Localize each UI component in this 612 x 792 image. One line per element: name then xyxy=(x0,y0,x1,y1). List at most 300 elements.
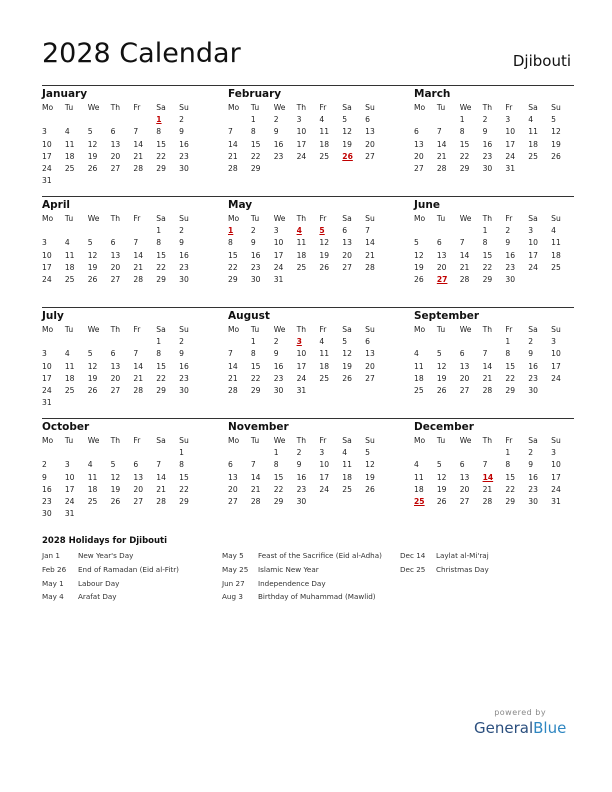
day-cell: 26 xyxy=(87,386,98,396)
day-cell: 24 xyxy=(42,386,52,396)
day-cell: 15 xyxy=(156,250,166,260)
empty-cell xyxy=(251,447,274,459)
day-cell: 11 xyxy=(296,238,307,248)
day-cell: 28 xyxy=(133,275,144,285)
day-cell: 6 xyxy=(133,460,139,470)
day-cell: 11 xyxy=(319,127,330,137)
weekday-label: Mo xyxy=(228,214,240,223)
month-row xyxy=(42,307,574,418)
weekday-label: We xyxy=(273,436,286,445)
day-cell: 18 xyxy=(64,151,75,161)
day-cell: 25 xyxy=(414,386,424,396)
day-cell: 24 xyxy=(64,497,75,507)
day-cell: 22 xyxy=(228,262,238,272)
day-cell: 2 xyxy=(296,448,302,457)
day-cell: 25 xyxy=(551,262,561,272)
day-cell: 8 xyxy=(482,238,488,248)
day-grid xyxy=(414,324,574,397)
weekday-label: We xyxy=(87,103,100,112)
day-cell: 15 xyxy=(273,472,284,482)
empty-cell xyxy=(111,336,134,348)
weekday-label: Th xyxy=(482,214,493,223)
day-cell: 17 xyxy=(296,361,307,371)
day-cell: 4 xyxy=(87,460,93,470)
day-cell: 5 xyxy=(365,448,370,457)
day-cell: 15 xyxy=(250,139,261,149)
empty-cell xyxy=(460,336,483,348)
empty-cell xyxy=(414,336,437,348)
day-cell: 7 xyxy=(365,226,370,235)
day-cell: 1 xyxy=(156,226,162,235)
month-december xyxy=(414,419,574,529)
day-cell: 18 xyxy=(342,472,352,482)
weekday-label: Tu xyxy=(250,214,260,223)
day-cell: 29 xyxy=(273,497,284,507)
month-name: June xyxy=(414,199,440,211)
day-cell: 1 xyxy=(250,337,256,346)
day-cell: 26 xyxy=(436,386,447,396)
day-cell: 20 xyxy=(133,484,144,494)
day-cell: 24 xyxy=(551,373,561,383)
day-cell: 11 xyxy=(342,460,352,470)
brand-footer[interactable] xyxy=(474,708,566,737)
day-cell: 31 xyxy=(42,398,52,408)
day-cell: 28 xyxy=(228,386,238,396)
day-cell: 20 xyxy=(459,484,470,494)
month-february xyxy=(228,86,388,196)
day-cell: 12 xyxy=(87,250,98,260)
empty-cell xyxy=(65,336,88,348)
day-cell: 4 xyxy=(64,349,70,359)
day-cell: 16 xyxy=(179,361,189,371)
day-cell: 16 xyxy=(528,361,538,371)
day-cell: 23 xyxy=(250,262,261,272)
day-cell: 3 xyxy=(528,226,534,235)
day-cell: 22 xyxy=(156,151,166,161)
weekday-label: Su xyxy=(551,436,561,445)
day-cell: 7 xyxy=(482,460,488,470)
day-cell: 6 xyxy=(342,226,348,235)
day-cell: 23 xyxy=(505,262,516,272)
day-cell: 9 xyxy=(296,460,302,470)
empty-cell xyxy=(65,114,88,126)
day-cell: 20 xyxy=(414,151,424,161)
day-cell: 19 xyxy=(414,262,424,272)
day-cell: 2 xyxy=(528,337,534,346)
empty-cell xyxy=(133,114,156,126)
empty-cell xyxy=(228,114,251,126)
day-cell: 3 xyxy=(551,448,556,457)
day-cell: 3 xyxy=(319,448,325,457)
day-cell: 29 xyxy=(505,497,516,507)
day-cell: 30 xyxy=(528,386,538,396)
day-cell: 22 xyxy=(459,151,470,161)
day-cell: 24 xyxy=(296,373,307,383)
holiday-name: Christmas Day xyxy=(436,564,489,574)
day-cell: 27 xyxy=(110,386,121,396)
day-cell: 9 xyxy=(42,472,47,482)
day-cell: 14 xyxy=(482,361,493,371)
day-cell: 19 xyxy=(319,250,330,260)
day-cell: 17 xyxy=(273,250,284,260)
day-cell: 12 xyxy=(436,361,447,371)
day-cell: 12 xyxy=(365,460,375,470)
day-cell: 5 xyxy=(436,460,442,470)
day-cell: 24 xyxy=(551,484,561,494)
day-cell: 12 xyxy=(342,349,352,359)
day-cell: 12 xyxy=(319,238,330,248)
day-cell: 2 xyxy=(505,226,511,235)
weekday-label: Su xyxy=(551,103,561,112)
day-cell: 25 xyxy=(342,484,352,494)
day-cell: 5 xyxy=(414,238,419,248)
weekday-label: Fr xyxy=(133,214,141,223)
day-cell: 16 xyxy=(179,250,189,260)
day-cell: 14 xyxy=(133,139,144,149)
day-cell: 29 xyxy=(250,164,261,174)
month-name: August xyxy=(228,310,270,322)
holiday-day: 5 xyxy=(319,226,325,235)
day-cell: 27 xyxy=(365,373,375,383)
empty-cell xyxy=(437,114,460,126)
empty-cell xyxy=(437,225,460,237)
day-cell: 9 xyxy=(528,349,534,359)
empty-cell xyxy=(88,336,111,348)
day-cell: 16 xyxy=(296,472,307,482)
day-cell: 6 xyxy=(436,238,442,248)
day-cell: 1 xyxy=(179,448,184,457)
weekday-label: Su xyxy=(179,325,189,334)
weekday-label: Sa xyxy=(156,325,166,334)
day-cell: 12 xyxy=(414,250,424,260)
weekday-label: Th xyxy=(482,325,493,334)
weekday-label: Mo xyxy=(42,214,54,223)
day-cell: 17 xyxy=(505,139,516,149)
holiday-item xyxy=(42,565,222,579)
day-cell: 28 xyxy=(250,497,261,507)
weekday-label: We xyxy=(459,103,472,112)
holiday-item xyxy=(42,592,222,606)
holiday-date: Dec 25 xyxy=(400,564,426,574)
day-cell: 2 xyxy=(179,115,184,124)
day-cell: 10 xyxy=(64,472,75,482)
day-cell: 18 xyxy=(319,361,330,371)
day-cell: 9 xyxy=(179,349,184,359)
holiday-date: Jan 1 xyxy=(42,551,60,560)
day-cell: 8 xyxy=(273,460,279,470)
day-cell: 13 xyxy=(365,349,375,359)
day-cell: 13 xyxy=(436,250,447,260)
holiday-item xyxy=(400,551,489,565)
day-cell: 10 xyxy=(528,238,538,248)
empty-cell xyxy=(42,336,65,348)
day-cell: 17 xyxy=(528,250,538,260)
day-cell: 11 xyxy=(414,472,424,482)
weekday-label: Sa xyxy=(342,103,352,112)
empty-cell xyxy=(42,447,65,459)
day-cell: 16 xyxy=(250,250,261,260)
day-cell: 9 xyxy=(482,127,488,137)
generalblue-logo xyxy=(474,719,566,737)
weekday-label: Th xyxy=(482,436,493,445)
day-cell: 19 xyxy=(342,361,352,371)
holiday-day: 25 xyxy=(414,497,425,507)
holiday-column xyxy=(222,551,400,606)
holiday-date: May 5 xyxy=(222,551,244,560)
day-cell: 2 xyxy=(482,115,488,124)
day-cell: 17 xyxy=(42,373,52,383)
weekday-label: Th xyxy=(482,103,493,112)
day-cell: 17 xyxy=(551,361,561,371)
weekday-label: Fr xyxy=(133,436,141,445)
empty-cell xyxy=(111,447,134,459)
day-cell: 13 xyxy=(110,139,121,149)
empty-cell xyxy=(88,447,111,459)
day-cell: 25 xyxy=(528,151,538,161)
day-cell: 12 xyxy=(87,361,98,371)
day-cell: 21 xyxy=(482,373,493,383)
day-cell: 4 xyxy=(551,226,556,235)
day-cell: 7 xyxy=(228,127,233,137)
day-cell: 17 xyxy=(42,262,52,272)
day-cell: 23 xyxy=(482,151,493,161)
day-cell: 24 xyxy=(296,151,307,161)
day-cell: 28 xyxy=(436,164,447,174)
day-cell: 5 xyxy=(87,238,93,248)
weekday-label: Tu xyxy=(64,325,74,334)
weekday-label: Tu xyxy=(64,436,74,445)
day-cell: 25 xyxy=(64,386,75,396)
holiday-name: Laylat al-Mi'raj xyxy=(436,551,489,560)
day-grid xyxy=(228,102,388,175)
day-cell: 21 xyxy=(133,373,144,383)
day-cell: 25 xyxy=(87,497,98,507)
empty-cell xyxy=(414,447,437,459)
day-grid xyxy=(228,213,388,286)
weekday-label: We xyxy=(459,214,472,223)
day-cell: 15 xyxy=(228,250,238,260)
day-cell: 31 xyxy=(273,275,284,285)
day-cell: 2 xyxy=(273,337,279,346)
empty-cell xyxy=(111,225,134,237)
holiday-item xyxy=(222,551,400,565)
weekday-label: Th xyxy=(110,436,121,445)
day-cell: 8 xyxy=(156,238,162,248)
day-cell: 10 xyxy=(42,361,52,371)
day-cell: 8 xyxy=(228,238,233,248)
day-cell: 28 xyxy=(156,497,166,507)
day-cell: 24 xyxy=(42,275,52,285)
holiday-item xyxy=(222,579,400,593)
month-name: December xyxy=(414,421,474,433)
day-grid xyxy=(42,213,202,286)
day-cell: 31 xyxy=(64,509,75,519)
day-cell: 6 xyxy=(459,460,465,470)
day-cell: 28 xyxy=(482,386,493,396)
day-cell: 30 xyxy=(250,275,261,285)
day-cell: 14 xyxy=(133,361,144,371)
month-row xyxy=(42,85,574,196)
day-cell: 15 xyxy=(250,361,261,371)
weekday-label: Tu xyxy=(436,436,446,445)
day-cell: 30 xyxy=(505,275,516,285)
day-grid xyxy=(42,102,202,188)
empty-cell xyxy=(437,336,460,348)
day-cell: 27 xyxy=(459,497,470,507)
day-cell: 15 xyxy=(459,139,470,149)
day-cell: 1 xyxy=(250,115,256,124)
day-cell: 17 xyxy=(296,139,307,149)
weekday-label: Th xyxy=(296,214,307,223)
day-cell: 3 xyxy=(505,115,511,124)
day-cell: 30 xyxy=(296,497,307,507)
empty-cell xyxy=(42,114,65,126)
weekday-label: Fr xyxy=(505,436,513,445)
day-cell: 13 xyxy=(110,250,121,260)
weekday-label: Sa xyxy=(156,103,166,112)
day-grid xyxy=(414,102,574,175)
day-cell: 6 xyxy=(365,337,370,346)
day-cell: 17 xyxy=(42,151,52,161)
day-cell: 25 xyxy=(64,275,75,285)
empty-cell xyxy=(228,447,251,459)
day-cell: 17 xyxy=(551,472,561,482)
day-cell: 2 xyxy=(273,115,279,124)
day-cell: 2 xyxy=(42,460,47,470)
empty-cell xyxy=(133,447,156,459)
holiday-name: Arafat Day xyxy=(78,592,117,602)
day-cell: 4 xyxy=(528,115,534,124)
weekday-label: Fr xyxy=(505,214,513,223)
day-cell: 18 xyxy=(296,250,307,260)
weekday-label: Fr xyxy=(505,325,513,334)
day-cell: 22 xyxy=(505,484,516,494)
day-cell: 3 xyxy=(42,349,47,359)
holiday-day: 14 xyxy=(482,472,494,482)
day-grid xyxy=(42,324,202,410)
day-cell: 29 xyxy=(228,275,238,285)
weekday-label: Su xyxy=(179,436,189,445)
weekday-label: Su xyxy=(551,214,561,223)
month-october xyxy=(42,419,202,529)
day-cell: 14 xyxy=(436,139,447,149)
day-cell: 20 xyxy=(110,373,121,383)
weekday-label: Tu xyxy=(64,214,74,223)
day-cell: 6 xyxy=(365,115,370,124)
day-cell: 22 xyxy=(273,484,284,494)
empty-cell xyxy=(65,225,88,237)
powered-by-text: powered by xyxy=(494,708,547,717)
day-cell: 21 xyxy=(436,151,447,161)
empty-cell xyxy=(42,225,65,237)
empty-cell xyxy=(460,225,483,237)
day-cell: 3 xyxy=(42,127,47,137)
empty-cell xyxy=(460,447,483,459)
month-september xyxy=(414,308,574,418)
day-cell: 23 xyxy=(179,151,189,161)
day-cell: 12 xyxy=(342,127,352,137)
weekday-label: We xyxy=(273,103,286,112)
day-cell: 16 xyxy=(482,139,493,149)
day-cell: 18 xyxy=(64,262,75,272)
day-cell: 30 xyxy=(528,497,538,507)
day-cell: 12 xyxy=(551,127,561,137)
weekday-label: Mo xyxy=(228,325,240,334)
empty-cell xyxy=(88,114,111,126)
day-cell: 11 xyxy=(64,139,75,149)
weekday-label: Su xyxy=(179,103,189,112)
day-cell: 25 xyxy=(319,151,330,161)
weekday-label: Tu xyxy=(250,103,260,112)
day-cell: 8 xyxy=(156,349,162,359)
day-cell: 21 xyxy=(228,151,238,161)
day-cell: 30 xyxy=(179,164,189,174)
day-cell: 1 xyxy=(459,115,465,124)
weekday-label: Sa xyxy=(156,436,166,445)
day-cell: 13 xyxy=(110,361,121,371)
day-cell: 4 xyxy=(64,238,70,248)
day-cell: 22 xyxy=(250,151,261,161)
holiday-item xyxy=(42,551,222,565)
holiday-columns xyxy=(42,551,574,606)
holiday-list xyxy=(42,536,574,606)
day-cell: 6 xyxy=(110,238,116,248)
day-cell: 12 xyxy=(110,472,121,482)
day-cell: 10 xyxy=(551,349,561,359)
holiday-day: 3 xyxy=(296,337,302,346)
day-cell: 7 xyxy=(436,127,442,137)
weekday-label: Tu xyxy=(436,214,446,223)
day-cell: 31 xyxy=(551,497,561,507)
holiday-item xyxy=(222,565,400,579)
day-cell: 11 xyxy=(64,250,75,260)
day-cell: 16 xyxy=(528,472,538,482)
day-cell: 9 xyxy=(505,238,511,248)
day-cell: 11 xyxy=(414,361,424,371)
day-cell: 9 xyxy=(250,238,256,248)
weekday-label: We xyxy=(459,325,472,334)
day-cell: 8 xyxy=(505,460,511,470)
logo-part-general: General xyxy=(474,719,534,737)
weekday-label: Su xyxy=(365,214,375,223)
holiday-date: Dec 14 xyxy=(400,551,426,560)
month-january xyxy=(42,86,202,196)
holiday-day: 27 xyxy=(436,275,448,285)
day-cell: 21 xyxy=(156,484,166,494)
day-cell: 2 xyxy=(179,337,184,346)
day-cell: 28 xyxy=(133,164,144,174)
day-cell: 22 xyxy=(156,373,166,383)
day-cell: 4 xyxy=(319,337,325,346)
weekday-label: Mo xyxy=(228,436,240,445)
weekday-label: We xyxy=(273,325,286,334)
day-cell: 23 xyxy=(179,373,189,383)
month-name: May xyxy=(228,199,253,211)
day-cell: 28 xyxy=(459,275,470,285)
holiday-item xyxy=(400,565,489,579)
day-cell: 26 xyxy=(87,164,98,174)
day-cell: 23 xyxy=(528,373,538,383)
day-cell: 21 xyxy=(459,262,470,272)
day-cell: 15 xyxy=(505,472,516,482)
day-cell: 8 xyxy=(459,127,465,137)
day-cell: 5 xyxy=(110,460,116,470)
weekday-label: We xyxy=(87,436,100,445)
weekday-label: Th xyxy=(110,325,121,334)
day-cell: 19 xyxy=(87,151,98,161)
day-grid xyxy=(414,435,574,508)
month-name: April xyxy=(42,199,71,211)
